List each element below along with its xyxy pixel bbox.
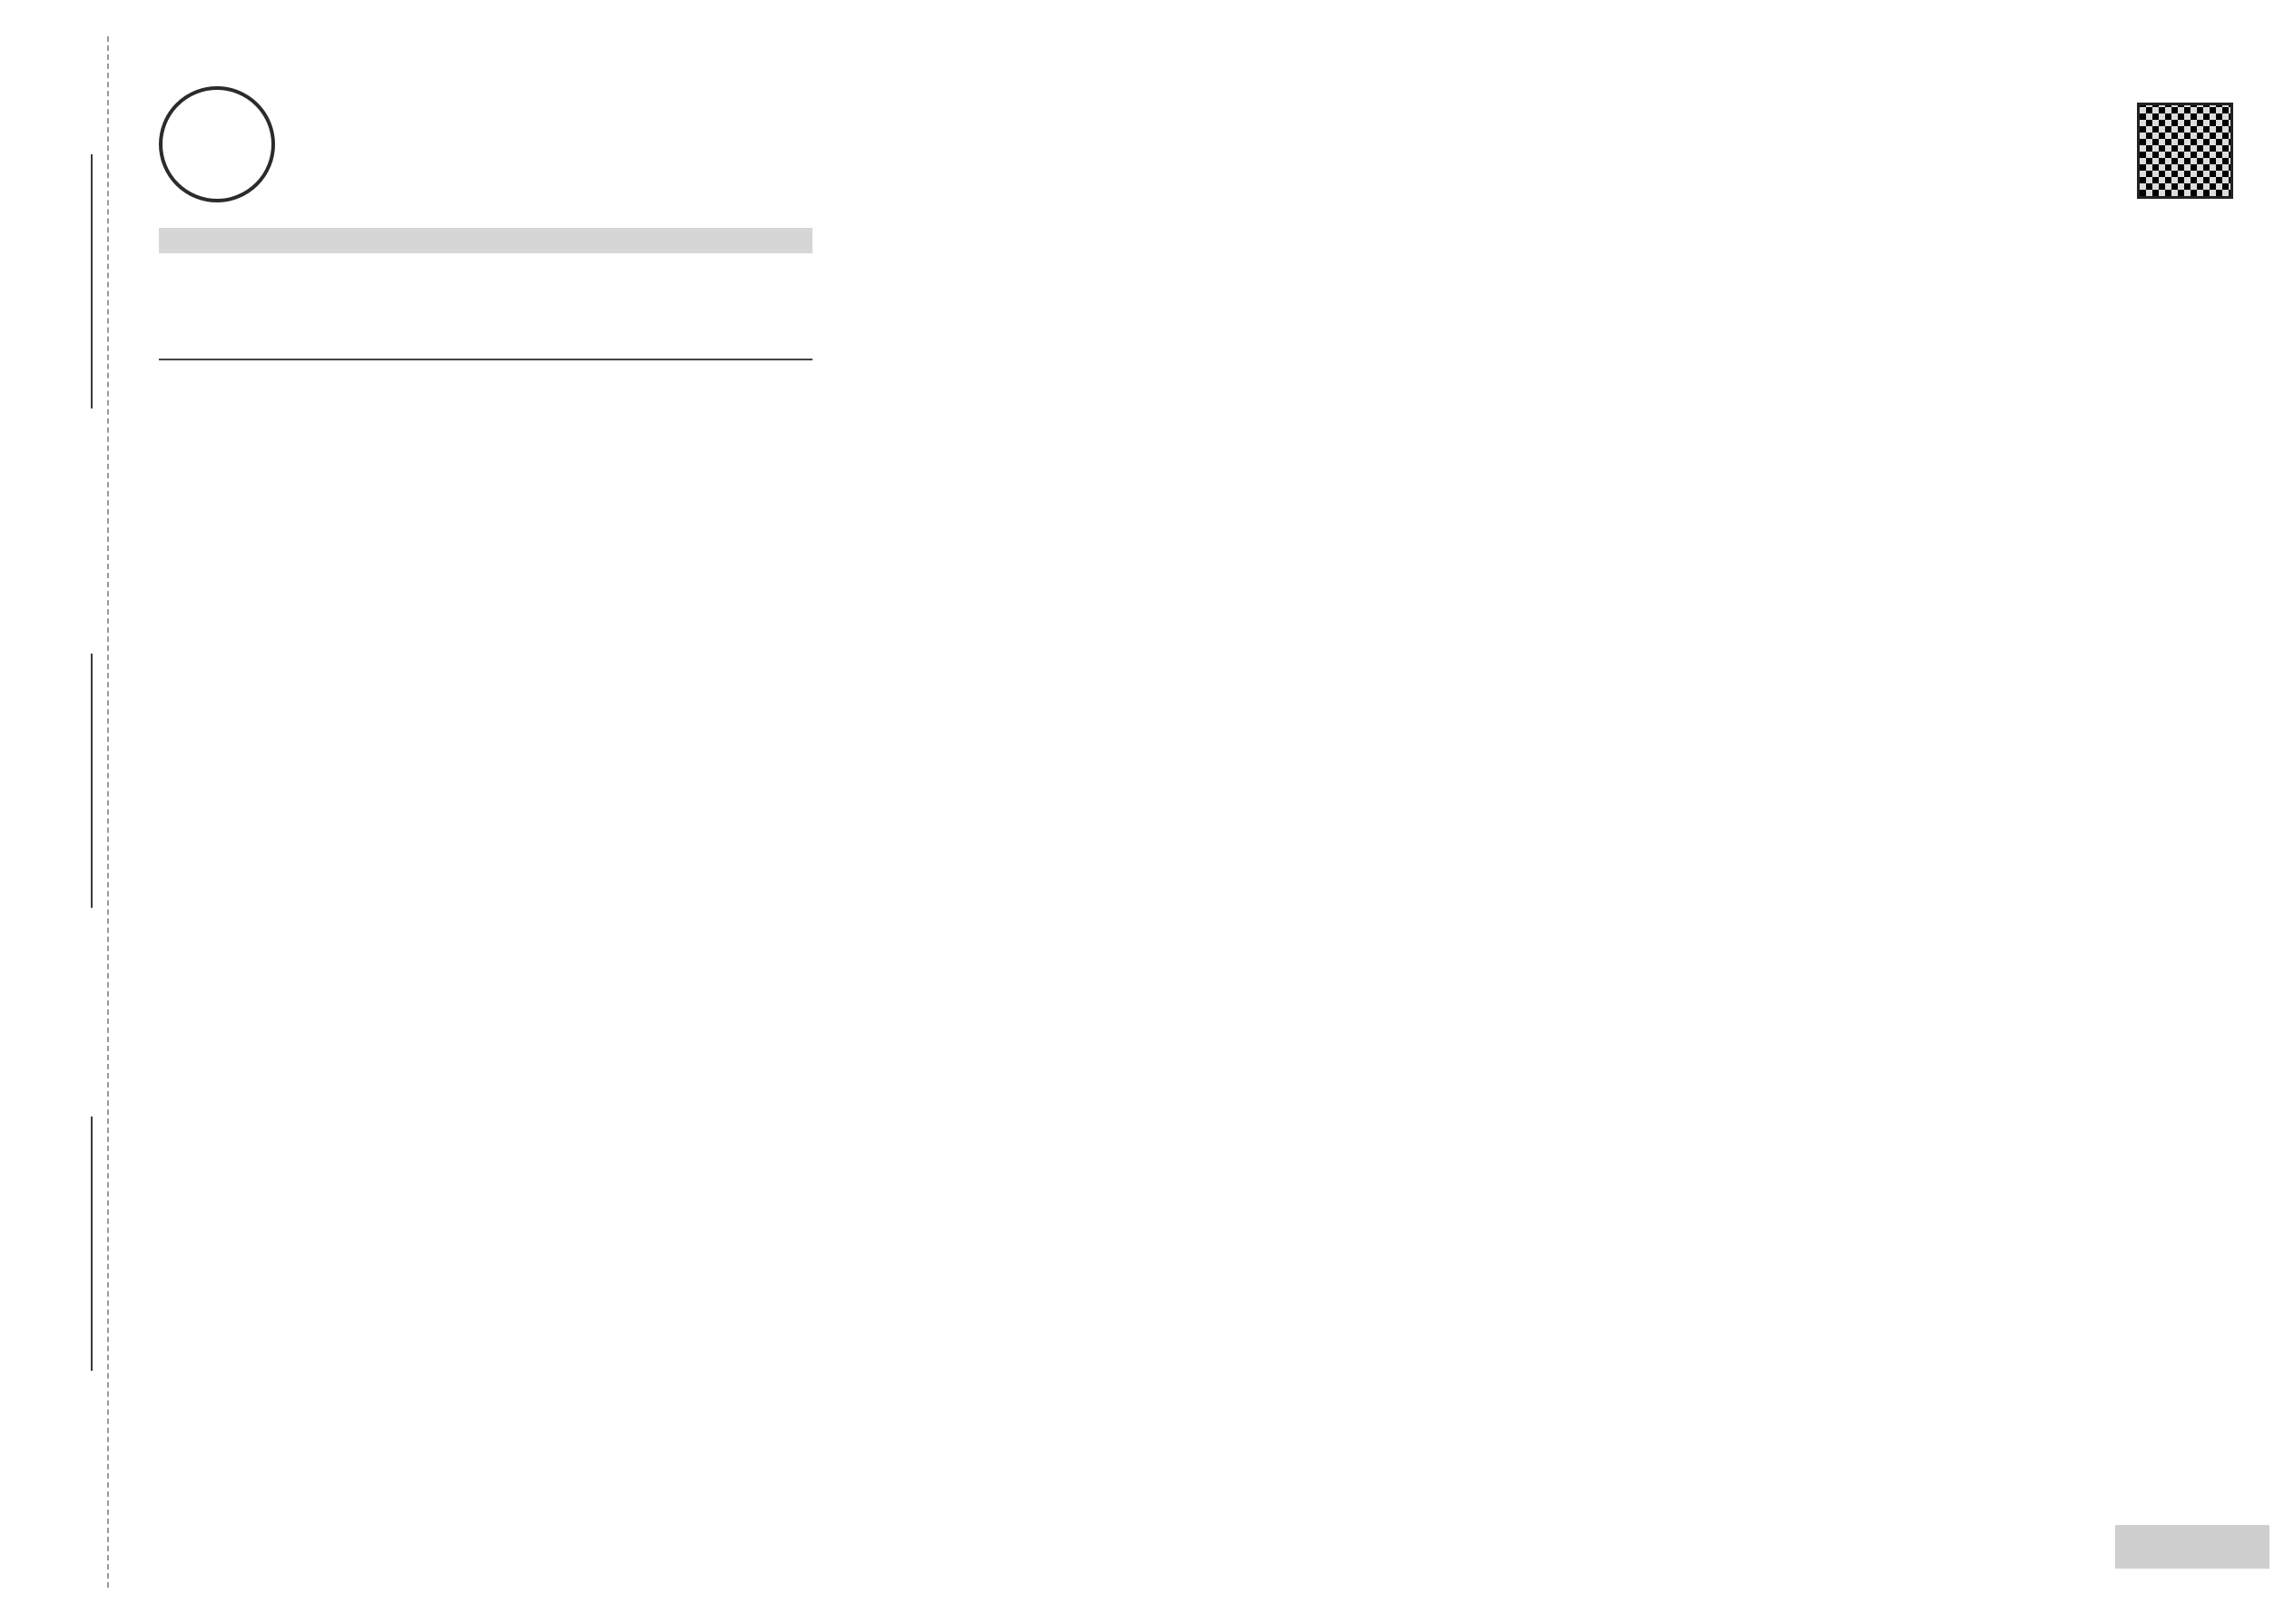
title-bar bbox=[159, 228, 812, 253]
column-2 bbox=[849, 86, 1502, 1502]
paper-badge bbox=[2115, 1525, 2269, 1569]
qr-code[interactable] bbox=[2137, 103, 2233, 199]
publisher-logo bbox=[159, 86, 275, 202]
column-1 bbox=[159, 86, 812, 1502]
exam-title bbox=[159, 266, 812, 306]
fold-line bbox=[107, 36, 109, 1588]
name-fill-line bbox=[91, 1117, 93, 1371]
binding-margin bbox=[0, 0, 136, 1624]
authors bbox=[159, 377, 812, 404]
masthead bbox=[159, 86, 812, 360]
column-3 bbox=[1543, 86, 2233, 1502]
edition-note bbox=[159, 306, 812, 333]
school-fill-line bbox=[91, 154, 93, 408]
class-fill-line bbox=[91, 654, 93, 908]
subject-title bbox=[159, 333, 812, 377]
